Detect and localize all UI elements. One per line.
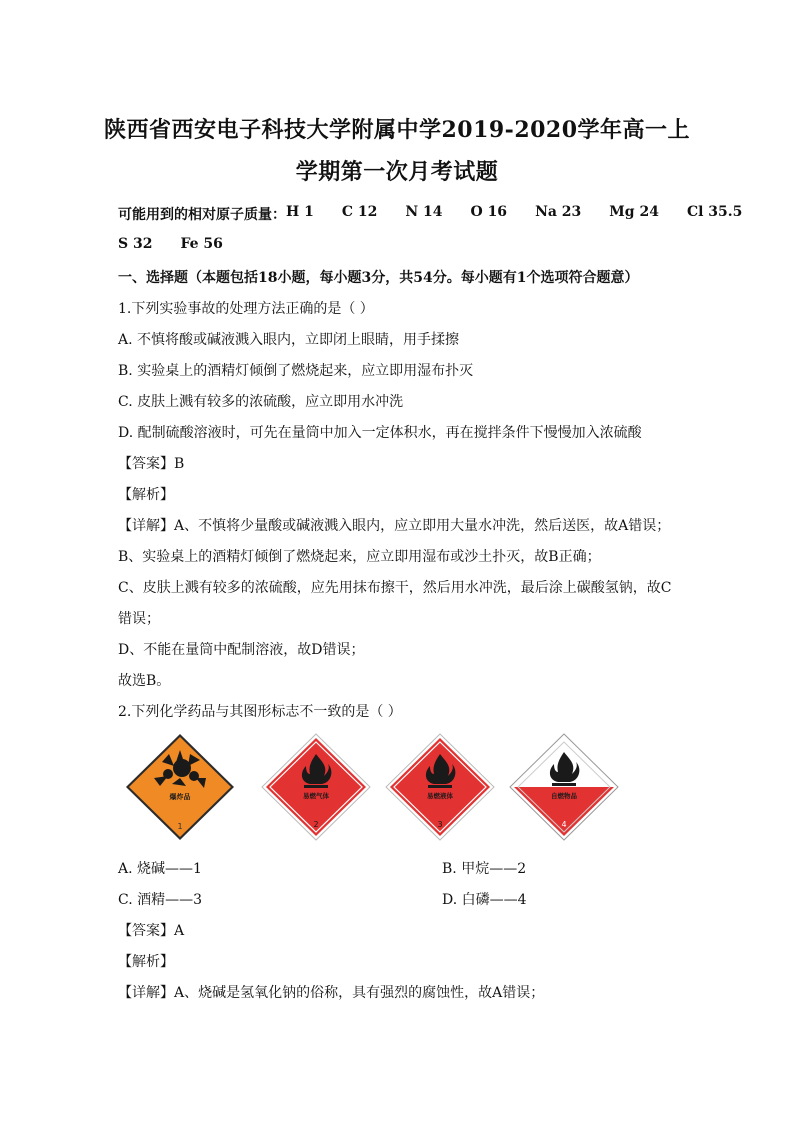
question-1-option-a: A. 不慎将酸或碱液溅入眼内，立即闭上眼睛，用手揉擦 — [118, 332, 460, 348]
sign-label: 易燃气体 — [303, 792, 329, 800]
question-2-answer: 【答案】A — [118, 923, 185, 939]
atomic-masses-list — [286, 204, 742, 224]
mass-item: Na 23 — [535, 204, 582, 220]
question-1-answer: 【答案】B — [118, 456, 185, 472]
question-1-option-c: C. 皮肤上溅有较多的浓硫酸，应立即用水冲洗 — [118, 394, 404, 410]
mass-item: Cl 35.5 — [686, 204, 743, 220]
question-1-analysis-label: 【解析】 — [118, 487, 174, 503]
mass-item: S 32 — [118, 236, 153, 252]
question-2-analysis-label: 【解析】 — [118, 954, 174, 970]
question-2-option-b: B. 甲烷——2 — [442, 861, 527, 877]
question-1-option-b: B. 实验桌上的酒精灯倾倒了燃烧起来，应立即用湿布扑灭 — [118, 363, 474, 379]
page-title-line-1: 陕西省西安电子科技大学附属中学2019-2020学年高一上 — [103, 117, 691, 143]
question-2-detail-line: 【详解】A、烧碱是氢氧化钠的俗称，具有强烈的腐蚀性，故A错误； — [118, 985, 545, 1001]
question-2-option-a: A. 烧碱——1 — [118, 861, 202, 877]
sign-number: 4 — [561, 820, 567, 829]
mass-item: C 12 — [341, 204, 378, 220]
mass-item: Fe 56 — [180, 236, 223, 252]
question-2-option-c: C. 酒精——3 — [118, 892, 203, 908]
question-1-stem: 1.下列实验事故的处理方法正确的是（ ） — [118, 301, 374, 317]
question-1-detail-line: B、实验桌上的酒精灯倾倒了燃烧起来，应立即用湿布或沙土扑灭，故B正确； — [118, 549, 601, 565]
sign-label: 自燃物品 — [551, 792, 577, 800]
spontaneous-combustion-sign — [508, 732, 620, 842]
question-1-detail-line: C、皮肤上溅有较多的浓硫酸，应先用抹布擦干，然后用水冲洗，最后涂上碳酸氢钠，故C — [118, 580, 672, 596]
mass-item: H 1 — [286, 204, 314, 220]
flammable-gas-sign — [260, 732, 372, 842]
sign-label: 易燃液体 — [427, 792, 453, 800]
sign-label: 爆炸品 — [169, 793, 191, 801]
atomic-masses-label: 可能用到的相对原子质量： — [118, 207, 286, 223]
sign-number: 1 — [177, 822, 183, 831]
question-1-detail-line: D、不能在量筒中配制溶液，故D错误； — [118, 642, 365, 658]
section-heading: 一、选择题（本题包括18小题，每小题3分，共54分。每小题有1个选项符合题意） — [118, 270, 639, 286]
question-2-stem: 2.下列化学药品与其图形标志不一致的是（ ） — [118, 704, 402, 720]
question-1-detail-line: 【详解】A、不慎将少量酸或碱液溅入眼内，应立即用大量水冲洗，然后送医，故A错误； — [118, 518, 671, 534]
question-1-option-d: D. 配制硫酸溶液时，可先在量筒中加入一定体积水，再在搅拌条件下慢慢加入浓硫酸 — [118, 425, 642, 441]
question-2-option-d: D. 白磷——4 — [442, 892, 527, 908]
hazard-signs-figure — [124, 732, 644, 842]
explosive-sign — [124, 732, 236, 842]
atomic-masses-row-2 — [118, 236, 223, 252]
page-title-line-2: 学期第一次月考试题 — [295, 159, 499, 185]
atomic-masses-row — [118, 204, 742, 224]
mass-item: Mg 24 — [609, 204, 659, 220]
mass-item: O 16 — [470, 204, 508, 220]
mass-item: N 14 — [405, 204, 443, 220]
sign-number: 2 — [313, 820, 319, 829]
question-1-detail-line: 错误； — [118, 611, 160, 627]
sign-number: 3 — [437, 820, 443, 829]
question-1-detail-line: 故选B。 — [118, 673, 171, 689]
flammable-liquid-sign — [384, 732, 496, 842]
